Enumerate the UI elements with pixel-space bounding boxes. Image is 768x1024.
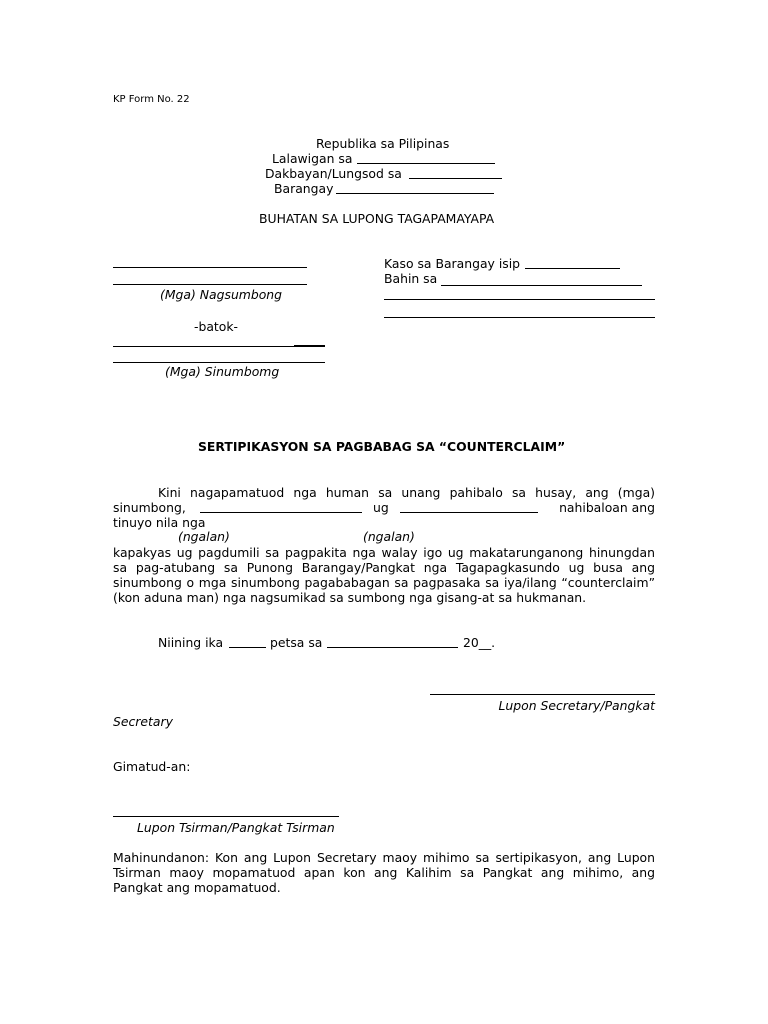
city-field[interactable] xyxy=(409,178,502,179)
case-for-line-2[interactable] xyxy=(384,299,655,300)
body-line-1-text: Kini nagapamatuod nga human sa unang pahibalo sa husay, ang (mga) xyxy=(158,485,655,500)
chairman-signature-line[interactable] xyxy=(113,816,339,817)
case-number-label: Kaso sa Barangay isip xyxy=(384,256,521,271)
complainant-line-1[interactable] xyxy=(113,267,307,268)
certificate-title: SERTIPIKASYON SA PAGBABAG SA “COUNTERCLAIM” xyxy=(198,439,566,454)
nahibaloan-text: nahibaloan ang xyxy=(559,500,655,515)
name-caption-2: (ngalan) xyxy=(363,529,415,544)
name-caption-1: (ngalan) xyxy=(178,529,230,544)
important-note: Mahinundanon: Kon ang Lupon Secretary maoy mihimo sa sertipikasyon, ang Lupon Tsirman maoy mopamatuod apan kon ang Kalihim sa Pangkat ang mihimo, ang Pangkat ang mopamatuod. xyxy=(113,850,655,895)
province-field[interactable] xyxy=(357,163,495,164)
chairman-caption: Lupon Tsirman/Pangkat Tsirman xyxy=(137,820,335,835)
case-number-field[interactable] xyxy=(525,268,620,269)
versus-label: -batok- xyxy=(194,319,239,334)
respondent-line-1-bold xyxy=(294,345,325,346)
complainant-line-2[interactable] xyxy=(113,284,307,285)
city-label: Dakbayan/Lungsod sa xyxy=(265,166,402,181)
complainant-name-field[interactable] xyxy=(400,512,538,513)
attested-label: Gimatud-an: xyxy=(113,759,191,774)
secretary-caption-2: Secretary xyxy=(113,714,173,729)
respondent-line-1[interactable] xyxy=(113,346,325,347)
form-number: KP Form No. 22 xyxy=(113,94,190,105)
case-for-line-3[interactable] xyxy=(384,317,655,318)
republic-heading: Republika sa Pilipinas xyxy=(316,136,450,151)
respondent-line-2[interactable] xyxy=(113,362,325,363)
month-field[interactable] xyxy=(327,647,458,648)
body-paragraph: kapakyas ug pagdumili sa pagpakita nga walay igo ug makatarunganong hinungdan sa pag-atubang sa Punong Barangay/Pangkat nga Tagapagkasundo ug busa ang sinumbong o mga sinumbong pagababagan sa pagpasaka sa iya/ilang “counterclaim” (kon aduna man) nga nagsumikad sa sumbong nga gisang-at sa hukmanan. xyxy=(113,545,655,605)
case-for-field[interactable] xyxy=(441,285,642,286)
barangay-label: Barangay xyxy=(274,181,334,196)
date-middle: petsa sa xyxy=(270,635,323,650)
date-prefix: Niining ika xyxy=(158,635,224,650)
case-for-label: Bahin sa xyxy=(384,271,438,286)
province-label: Lalawigan sa xyxy=(272,151,353,166)
year-text: 20__. xyxy=(463,635,496,650)
respondent-name-field[interactable] xyxy=(200,512,362,513)
secretary-caption-1: Lupon Secretary/Pangkat xyxy=(498,698,655,713)
secretary-signature-line[interactable] xyxy=(430,694,655,695)
respondents-caption: (Mga) Sinumbomg xyxy=(165,364,280,379)
office-heading: BUHATAN SA LUPONG TAGAPAMAYAPA xyxy=(259,211,495,226)
body-line-1 xyxy=(158,485,655,500)
ug-text: ug xyxy=(373,500,389,515)
tinuyo-text: tinuyo nila nga xyxy=(113,515,206,530)
sinumbong-text: sinumbong, xyxy=(113,500,186,515)
barangay-field[interactable] xyxy=(336,193,494,194)
complainants-caption: (Mga) Nagsumbong xyxy=(160,287,283,302)
day-field[interactable] xyxy=(229,647,266,648)
